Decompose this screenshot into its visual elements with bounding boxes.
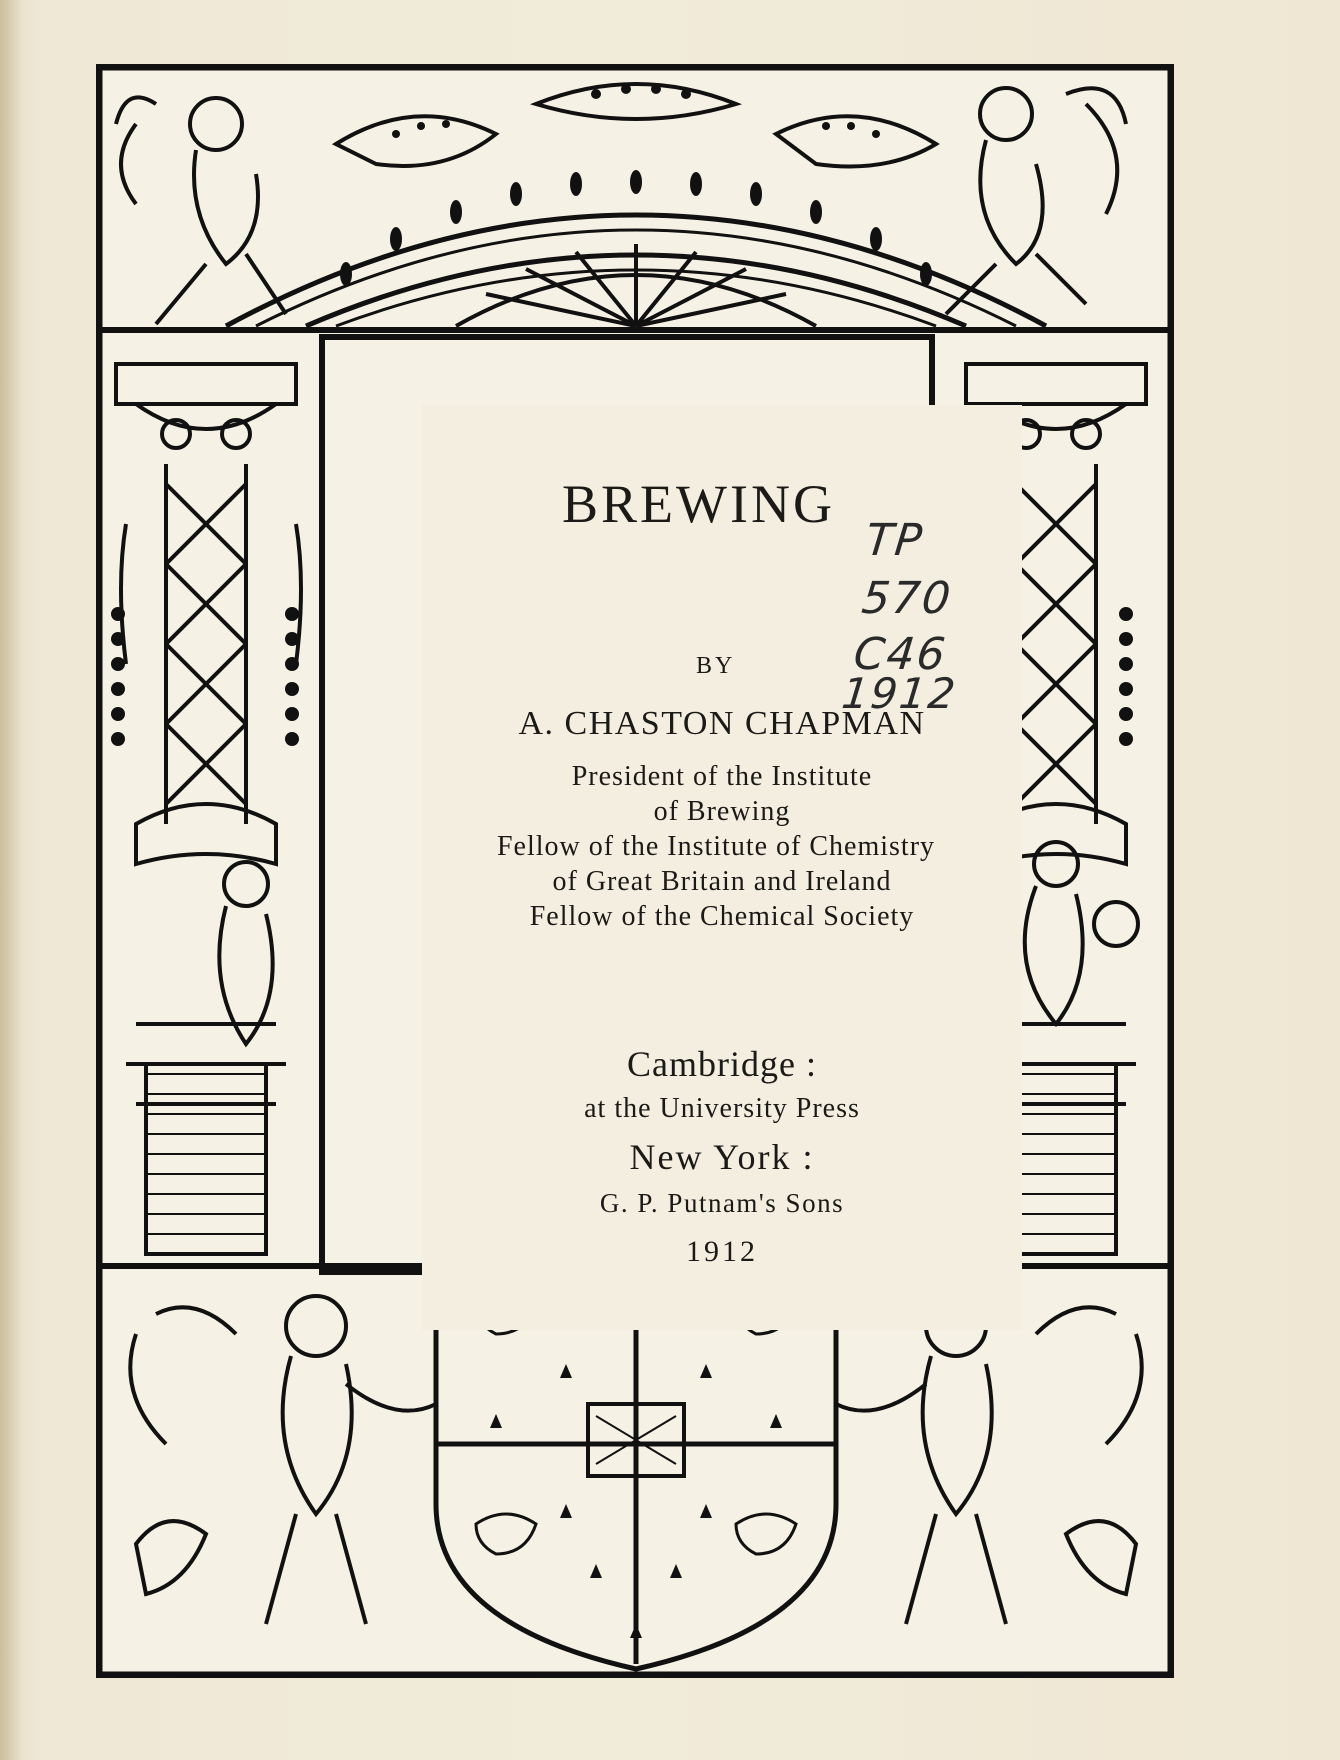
credential-line: of Great Britain and Ireland bbox=[552, 866, 892, 897]
author-name: A. CHASTON CHAPMAN bbox=[518, 705, 926, 742]
handwritten-call-number-line-4: 1912 bbox=[839, 669, 960, 718]
credential-line: Fellow of the Chemical Society bbox=[529, 901, 915, 932]
handwritten-call-number-line-3: C46 bbox=[851, 629, 950, 680]
credential-line: of Brewing bbox=[653, 796, 791, 827]
credential-line: President of the Institute bbox=[571, 761, 873, 792]
byline: BY bbox=[696, 653, 736, 679]
book-title: BREWING bbox=[562, 474, 835, 534]
handwritten-call-number-line-2: 570 bbox=[859, 573, 955, 624]
credential-line: Fellow of the Institute of Chemistry bbox=[496, 831, 936, 862]
binding-shadow bbox=[0, 0, 22, 1760]
imprint-publisher: G. P. Putnam's Sons bbox=[599, 1188, 845, 1218]
woodcut-border bbox=[96, 64, 1174, 1678]
imprint-press: at the University Press bbox=[584, 1093, 860, 1124]
publication-year: 1912 bbox=[686, 1235, 758, 1268]
handwritten-call-number-line-1: TP bbox=[863, 515, 927, 566]
imprint-place-new-york: New York : bbox=[629, 1137, 815, 1177]
imprint-place-cambridge: Cambridge : bbox=[627, 1044, 817, 1084]
title-panel bbox=[422, 405, 1022, 1330]
